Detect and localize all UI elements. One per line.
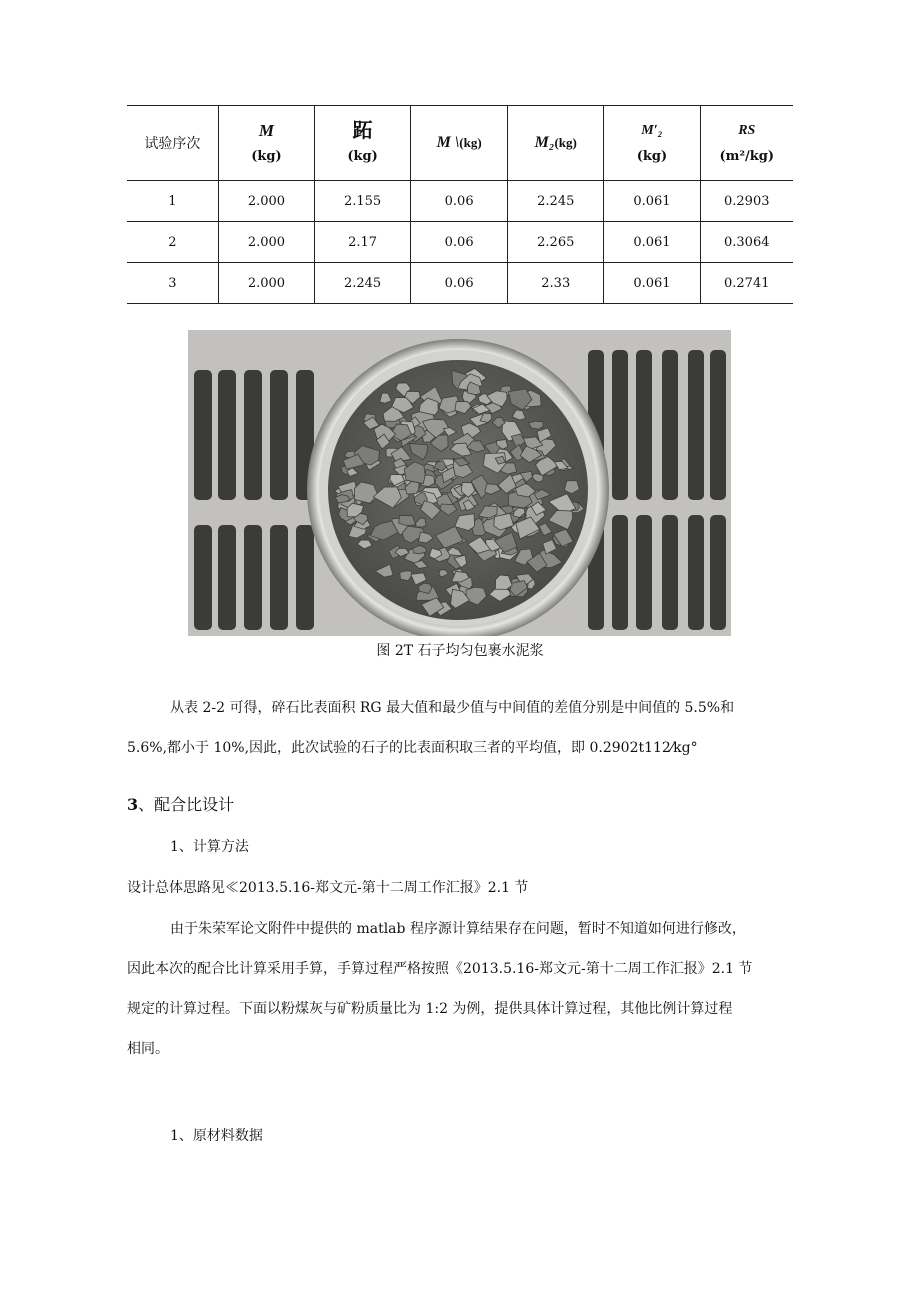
table-cell: 2.000	[218, 222, 314, 263]
table-cell: 0.3064	[700, 222, 793, 263]
subheading-calc-method: 1、计算方法	[170, 839, 249, 855]
grate-slot	[194, 525, 212, 630]
table-cell: 0.2741	[700, 263, 793, 304]
table-cell: 2	[127, 222, 218, 263]
figure-caption: 图 2T 石子均匀包裹水泥浆	[376, 643, 544, 659]
table-cell: 2.155	[315, 181, 411, 222]
subheading-raw-materials: 1、原材料数据	[170, 1128, 263, 1144]
grate-slot	[636, 515, 652, 630]
section-heading: 3、配合比设计	[127, 795, 235, 814]
grate-slot	[194, 370, 212, 500]
table-cell: 0.061	[604, 181, 700, 222]
table-row	[127, 181, 793, 222]
paragraph-2-line-4: 相同。	[127, 1041, 169, 1057]
table-cell: 2.245	[315, 263, 411, 304]
grate-slot	[688, 350, 704, 500]
grate-slot	[662, 350, 678, 500]
grate-slot	[688, 515, 704, 630]
header-m-prime-1: M \(kg)	[411, 106, 508, 181]
header-rs: RS (m²/kg)	[700, 106, 793, 181]
table-header-row	[127, 106, 793, 181]
grate-slot	[612, 350, 628, 500]
table-row	[127, 222, 793, 263]
grate-slot	[662, 515, 678, 630]
grate-slot	[270, 370, 288, 500]
paragraph-2-line-3: 规定的计算过程。下面以粉煤灰与矿粉质量比为 1:2 为例，提供具体计算过程，其他比例计算过程	[127, 1001, 733, 1017]
table-row	[127, 263, 793, 304]
grate-slot	[244, 370, 262, 500]
table-cell: 2.265	[508, 222, 604, 263]
table-cell: 3	[127, 263, 218, 304]
grate-slot	[218, 525, 236, 630]
grate-slot	[218, 370, 236, 500]
table-cell: 0.06	[411, 181, 508, 222]
table-cell: 0.2903	[700, 181, 793, 222]
grate-slot	[636, 350, 652, 500]
table-cell: 0.06	[411, 263, 508, 304]
gravel-stone	[399, 516, 416, 526]
table-cell: 2.000	[218, 181, 314, 222]
grate-slot	[710, 515, 726, 630]
grate-slot	[270, 525, 288, 630]
header-m: M (kg)	[218, 106, 314, 181]
grate-slot	[244, 525, 262, 630]
table-cell: 2.000	[218, 263, 314, 304]
design-reference-line: 设计总体思路见≪2013.5.16-郑文元-第十二周工作汇报》2.1 节	[127, 880, 529, 896]
table-cell: 2.245	[508, 181, 604, 222]
table-cell: 1	[127, 181, 218, 222]
table-cell: 0.061	[604, 222, 700, 263]
paragraph-2-line-1: 由于朱荣军论文附件中提供的 matlab 程序源计算结果存在问题，暂时不知道如何进行修改，	[170, 921, 746, 937]
paragraph-2-line-2: 因此本次的配合比计算采用手算，手算过程严格按照《2013.5.16-郑文元-第十二周工作汇报》2.1 节	[127, 961, 753, 977]
data-table	[127, 105, 793, 304]
header-m1: 跖 (kg)	[315, 106, 411, 181]
paragraph-1-line-2: 5.6%,都小于 10%,因此，此次试验的石子的比表面积取三者的平均值，即 0.2902t112⁄kg°	[127, 740, 698, 756]
header-m-prime-2: M′₂ (kg)	[604, 106, 700, 181]
sieve-photo	[188, 330, 731, 636]
header-trial-number: 试验序次	[127, 106, 218, 181]
table-cell: 2.17	[315, 222, 411, 263]
grate-slot	[710, 350, 726, 500]
paragraph-1-line-1: 从表 2-2 可得，碎石比表面积 RG 最大值和最少值与中间值的差值分别是中间值的 5.5%和	[170, 700, 735, 716]
table-cell: 0.061	[604, 263, 700, 304]
table-cell: 0.06	[411, 222, 508, 263]
grate-slot	[296, 525, 314, 630]
grate-slot	[612, 515, 628, 630]
header-m2: M₂(kg)	[508, 106, 604, 181]
table-cell: 2.33	[508, 263, 604, 304]
